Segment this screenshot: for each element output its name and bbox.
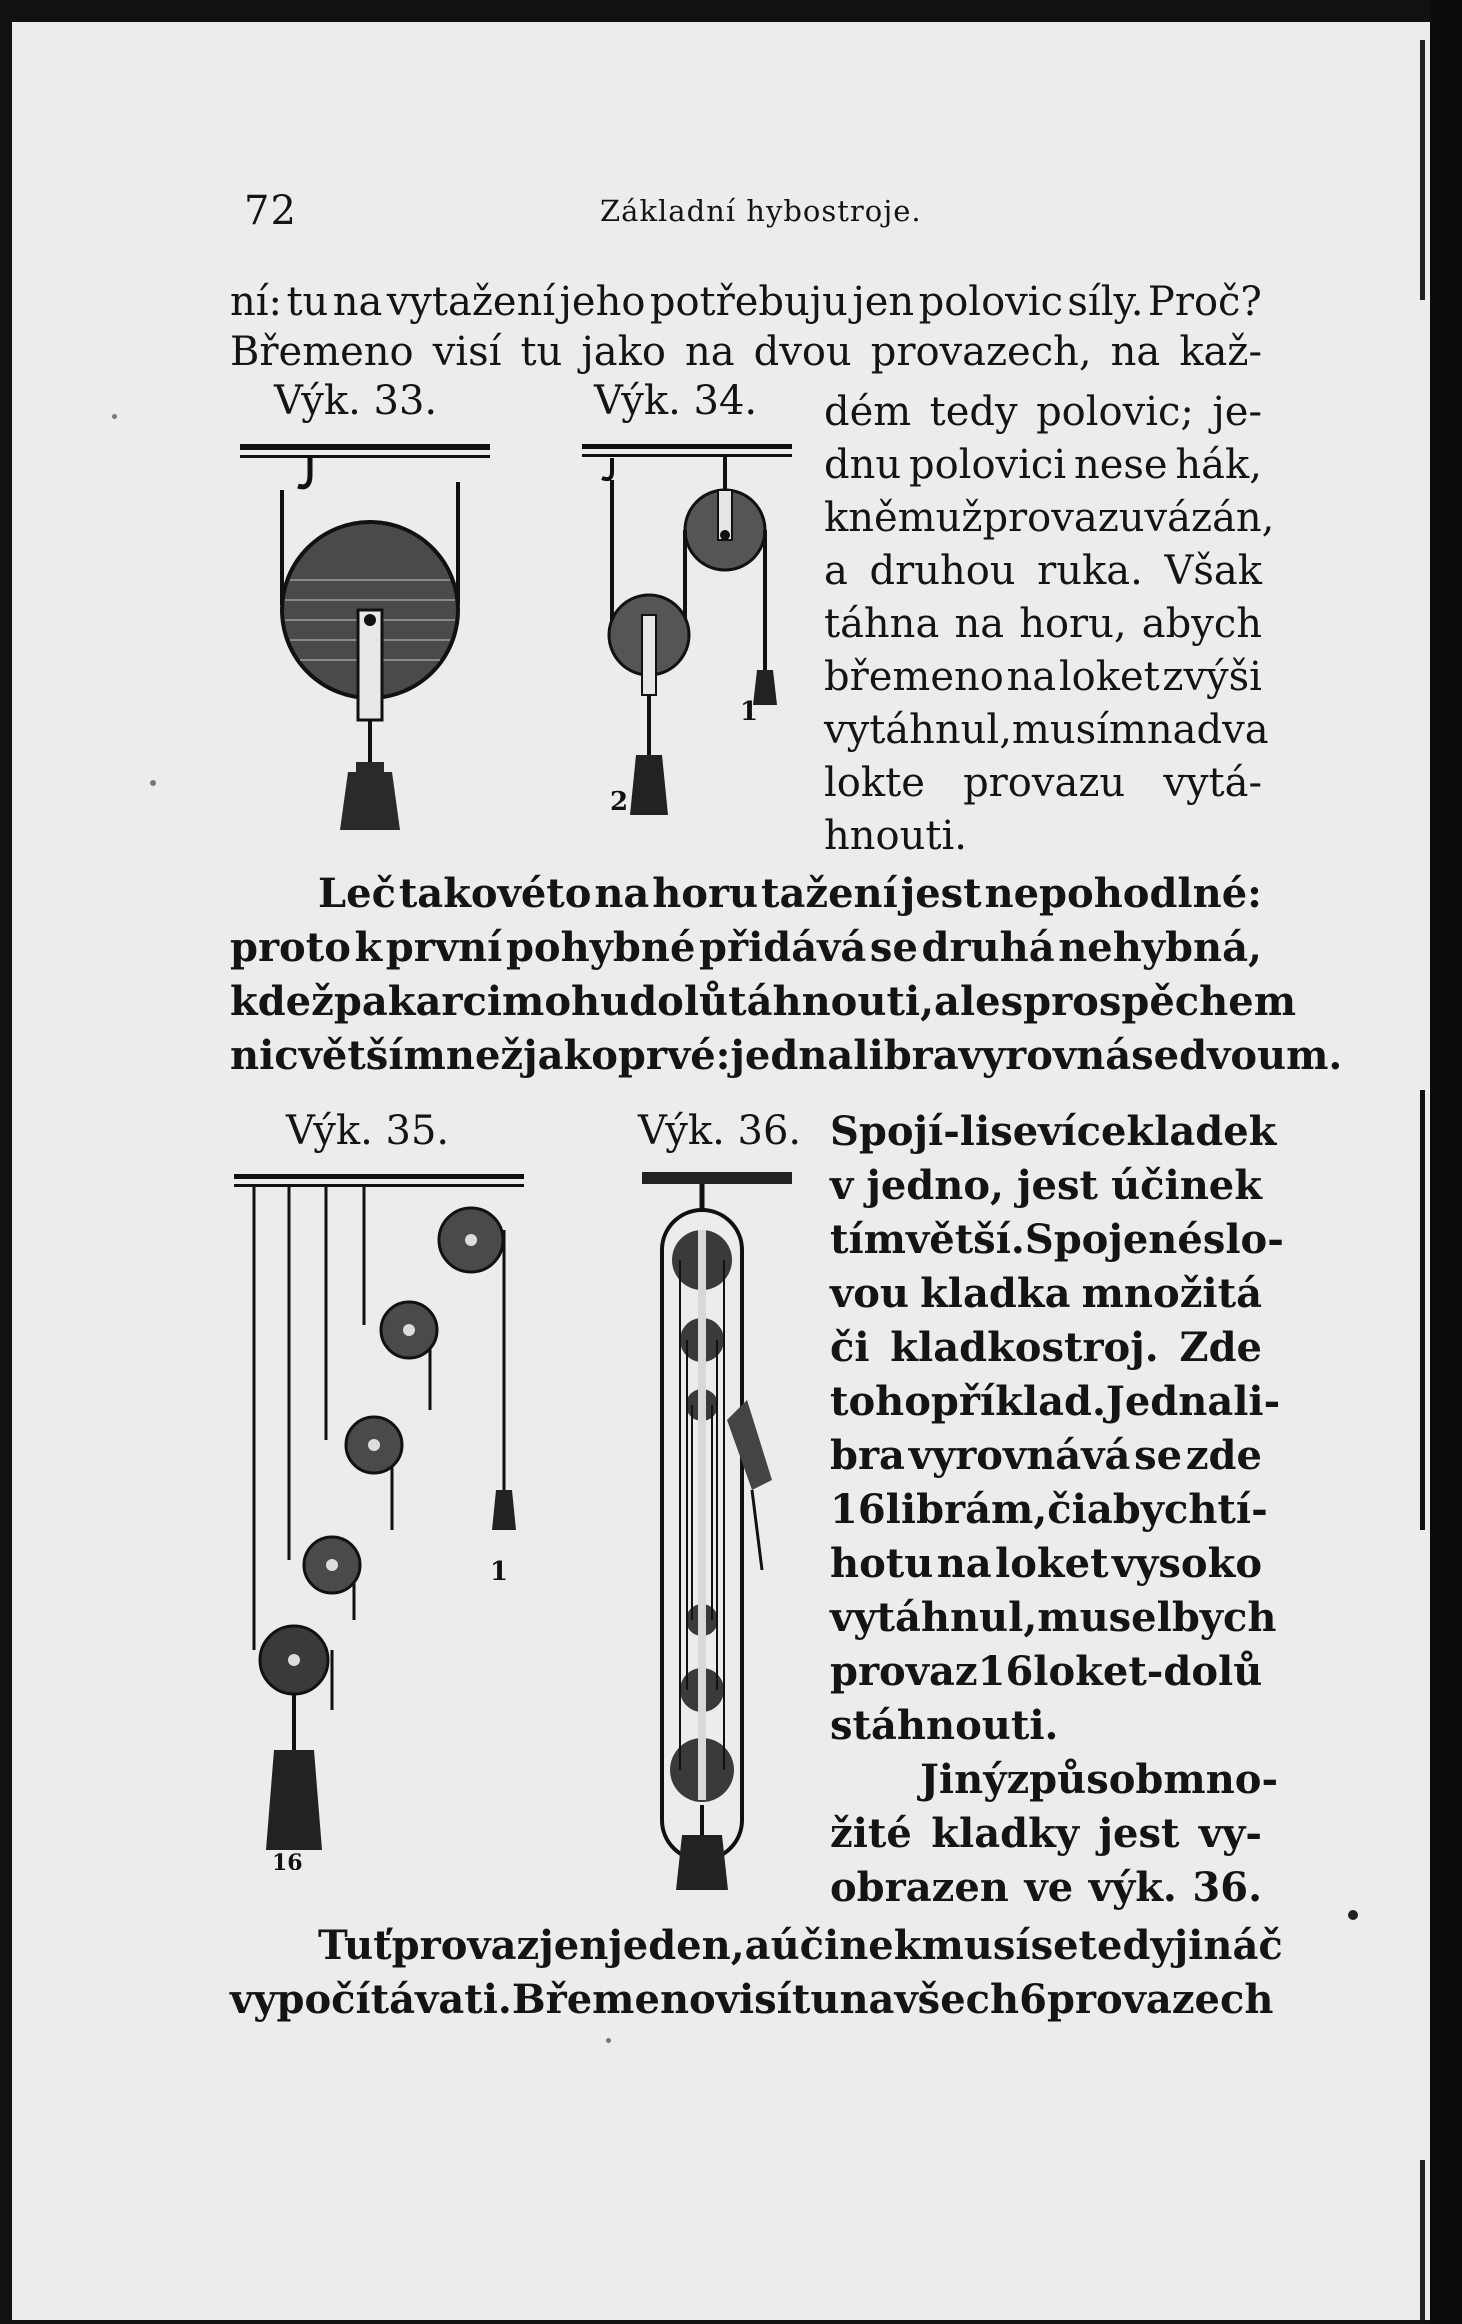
word: uvázán, — [1118, 495, 1275, 541]
word: na — [1110, 329, 1161, 375]
figure-caption-35: Výk. 35. — [286, 1108, 450, 1154]
word: vyrovnává — [908, 1432, 1131, 1479]
line-text: k — [824, 495, 849, 541]
text-line — [230, 278, 1262, 326]
word: librám, — [885, 1486, 1048, 1533]
figure-caption-33: Výk. 33. — [274, 378, 438, 424]
line-text: vou — [830, 1270, 910, 1317]
word: na — [594, 870, 650, 917]
line-text: hotu — [830, 1540, 934, 1587]
word: či — [1047, 1486, 1087, 1533]
word: na — [1006, 654, 1057, 700]
book-page — [12, 22, 1430, 2320]
text-line — [830, 1810, 1262, 1858]
text-line — [830, 1378, 1281, 1426]
line-text: stáhnouti. — [830, 1702, 1059, 1749]
movable-pulley-illustration — [240, 420, 500, 840]
line-text: bra — [830, 1432, 905, 1479]
text-line — [830, 1216, 1284, 1264]
line-text: táhna — [824, 601, 940, 647]
text-line — [230, 328, 1262, 376]
word: tedy — [1078, 1922, 1174, 1969]
word: potřebuju — [649, 279, 848, 325]
word: účinek — [1111, 1162, 1262, 1209]
word: li- — [1233, 1378, 1281, 1425]
word: bych — [1171, 1594, 1277, 1641]
word: Proč? — [1147, 279, 1262, 325]
line-text: a — [824, 548, 848, 594]
word: vytažení — [386, 279, 556, 325]
figure-36-block-and-tackle — [642, 1150, 812, 1890]
text-line — [824, 388, 1262, 436]
line-text: nic — [230, 1032, 299, 1079]
word: 16 — [977, 1648, 1034, 1695]
word: horu — [652, 870, 759, 917]
word: jen — [852, 279, 915, 325]
text-line — [824, 547, 1262, 595]
text-line — [824, 600, 1262, 648]
line-text: toho — [830, 1378, 931, 1425]
text-line — [830, 1864, 1262, 1912]
text-line — [830, 1648, 1262, 1696]
weight-label-1: 1 — [490, 1557, 509, 1587]
word: musel — [1037, 1594, 1172, 1641]
fixed-and-movable-pulley-illustration — [582, 420, 802, 840]
word: na — [954, 601, 1005, 647]
word: abych — [1141, 601, 1262, 647]
line-text: žité — [830, 1810, 912, 1857]
word: tažení — [761, 870, 898, 917]
word: prospěchem — [1023, 978, 1297, 1025]
text-line — [824, 812, 1262, 860]
line-text: Jiný — [920, 1756, 1007, 1803]
word: účinek — [770, 1922, 922, 1969]
figure-caption-36: Výk. 36. — [638, 1108, 802, 1154]
word: na — [684, 329, 735, 375]
word: k — [354, 924, 383, 971]
text-line — [824, 494, 1275, 542]
word: dva — [1196, 707, 1269, 753]
word: Spojené — [1024, 1216, 1203, 1263]
text-line — [824, 759, 1262, 807]
word: s — [1000, 978, 1024, 1025]
line-text: Spojí-li — [830, 1108, 991, 1155]
word: jen — [539, 1922, 609, 1969]
word: musím — [1011, 707, 1147, 753]
scan-speck — [150, 780, 156, 786]
word: ruka. — [1037, 548, 1143, 594]
word: pak — [333, 978, 416, 1025]
scan-speck — [606, 2038, 611, 2043]
word: polovic — [918, 279, 1063, 325]
word: vytá- — [1163, 760, 1262, 806]
word: na — [332, 279, 383, 325]
word: tu — [791, 1976, 840, 2023]
scan-border — [1430, 0, 1462, 2324]
word: se — [1030, 1922, 1079, 1969]
word: jeho — [559, 279, 646, 325]
weight-label-2: 2 — [610, 787, 629, 817]
word: vysoko — [1111, 1540, 1262, 1587]
word: kaž- — [1179, 329, 1262, 375]
word: na — [839, 1976, 895, 2023]
word: musí — [921, 1922, 1031, 1969]
line-text: dnu — [824, 442, 902, 488]
word: zvýši — [1162, 654, 1262, 700]
word: táhnouti, — [728, 978, 935, 1025]
word: první — [385, 924, 503, 971]
word: množitá — [1081, 1270, 1262, 1317]
word: všech — [894, 1976, 1020, 2023]
text-line — [824, 706, 1269, 754]
word: Jedna — [1105, 1378, 1234, 1425]
figure-35-pulley-train — [234, 1150, 534, 1870]
word: provazu — [963, 760, 1126, 806]
word: ve — [1024, 1864, 1074, 1911]
word: dvou — [753, 329, 852, 375]
word: provaz — [982, 495, 1119, 541]
scan-border-line — [1420, 2160, 1425, 2320]
word: provaz — [391, 1922, 540, 1969]
line-text: tím — [830, 1216, 906, 1263]
word: tu — [286, 279, 329, 325]
word: provazech — [1046, 1976, 1274, 2023]
word: hák, — [1175, 442, 1262, 488]
word: dvoum. — [1179, 1032, 1343, 1079]
word: se — [869, 924, 918, 971]
word: Zde — [1179, 1324, 1262, 1371]
word: tedy — [929, 389, 1018, 435]
word: více — [1038, 1108, 1127, 1155]
word: kladky — [931, 1810, 1080, 1857]
line-text: vytáhnul, — [824, 707, 1012, 753]
weight-label-1: 1 — [740, 697, 759, 727]
figure-caption-34: Výk. 34. — [594, 378, 758, 424]
page-number: 72 — [244, 188, 297, 234]
pulley-train-illustration — [234, 1150, 534, 1870]
scan-border-line — [1420, 40, 1425, 300]
text-line — [830, 1162, 1262, 1210]
word: výk. — [1088, 1864, 1177, 1911]
word: horu, — [1019, 601, 1127, 647]
word: síly. — [1067, 279, 1144, 325]
line-text: dém — [824, 389, 912, 435]
word: jeden, — [608, 1922, 745, 1969]
line-text: hnouti. — [824, 813, 967, 859]
word: vyrovná — [958, 1032, 1132, 1079]
text-line — [318, 1922, 1283, 1970]
line-text: či — [830, 1324, 870, 1371]
word: mno- — [1163, 1756, 1279, 1803]
word: nepohodlné: — [984, 870, 1262, 917]
word: příklad. — [930, 1378, 1106, 1425]
word: ale — [934, 978, 1001, 1025]
word: jest — [900, 870, 982, 917]
word: druhou — [869, 548, 1016, 594]
text-line — [830, 1702, 1262, 1750]
word: jest — [1017, 1162, 1098, 1209]
text-line — [830, 1270, 1262, 1318]
text-line — [824, 441, 1262, 489]
word: přidává — [699, 924, 867, 971]
word: němuž — [848, 495, 983, 541]
line-text: Tuť — [318, 1922, 392, 1969]
text-line — [830, 1540, 1262, 1588]
word: visí — [715, 1976, 792, 2023]
word: prvé: — [617, 1032, 731, 1079]
block-and-tackle-illustration — [642, 1150, 812, 1890]
line-text: 16 — [830, 1486, 886, 1533]
text-line — [230, 1976, 1274, 2024]
text-line — [830, 1486, 1268, 1534]
word: zde — [1185, 1432, 1262, 1479]
word: tu — [520, 329, 563, 375]
word: se — [990, 1108, 1039, 1155]
figure-33-single-pulley — [240, 420, 500, 840]
word: 36. — [1192, 1864, 1262, 1911]
line-text: lokte — [824, 760, 925, 806]
word: se — [1134, 1432, 1183, 1479]
word: větší. — [906, 1216, 1025, 1263]
word: loket — [995, 1540, 1109, 1587]
word: tí- — [1217, 1486, 1268, 1533]
word: způsob — [1006, 1756, 1164, 1803]
text-line — [318, 870, 1262, 918]
figure-34-two-pulleys — [582, 420, 802, 840]
word: slo- — [1202, 1216, 1284, 1263]
word: polovici — [908, 442, 1067, 488]
word: na — [1146, 707, 1197, 753]
word: je- — [1212, 389, 1262, 435]
word: kladek — [1126, 1108, 1277, 1155]
text-line — [920, 1756, 1279, 1804]
word: 6 — [1019, 1976, 1047, 2023]
text-line — [230, 1032, 1343, 1080]
word: loket-dolů — [1033, 1648, 1263, 1695]
text-line — [824, 653, 1262, 701]
word: nese — [1073, 442, 1168, 488]
word: provazech, — [870, 329, 1092, 375]
word: jest — [1098, 1810, 1180, 1857]
text-line — [230, 978, 1297, 1026]
word: polovic; — [1036, 389, 1194, 435]
line-text: v — [830, 1162, 854, 1209]
word: abych — [1086, 1486, 1218, 1533]
text-line — [230, 924, 1262, 972]
word: dolů — [629, 978, 729, 1025]
word: kladka — [920, 1270, 1071, 1317]
word: vy- — [1198, 1810, 1262, 1857]
line-text: vypočítávati. — [230, 1976, 512, 2023]
word: jako — [581, 329, 666, 375]
word: jedna — [730, 1032, 854, 1079]
word: jináč — [1173, 1922, 1283, 1969]
word: se — [1131, 1032, 1180, 1079]
word: Však — [1164, 548, 1262, 594]
line-text: kdež — [230, 978, 334, 1025]
word: nehybná, — [1058, 924, 1262, 971]
word: druhá — [921, 924, 1055, 971]
word: jedno, — [866, 1162, 1004, 1209]
word: pohybné — [505, 924, 696, 971]
text-line — [830, 1108, 1277, 1156]
scan-speck — [1348, 1910, 1358, 1920]
line-text: proto — [230, 924, 351, 971]
line-text: Leč — [318, 870, 396, 917]
line-text: provaz — [830, 1648, 978, 1695]
line-text: obrazen — [830, 1864, 1009, 1911]
word: visí — [432, 329, 502, 375]
word: jako — [523, 1032, 618, 1079]
scan-border-line — [1420, 1090, 1425, 1530]
scan-speck — [112, 414, 117, 419]
line-text: Břemeno — [230, 329, 414, 375]
word: loket — [1058, 654, 1160, 700]
line-text: vytáhnul, — [830, 1594, 1038, 1641]
word: takovéto — [398, 870, 592, 917]
text-line — [830, 1324, 1262, 1372]
word: a — [744, 1922, 771, 1969]
word: kladkostroj. — [890, 1324, 1159, 1371]
word: na — [936, 1540, 992, 1587]
word: mohu — [502, 978, 630, 1025]
word: libra — [853, 1032, 959, 1079]
word: Břemeno — [511, 1976, 716, 2023]
weight-label-16: 16 — [272, 1850, 303, 1870]
word: větším — [298, 1032, 446, 1079]
word: než — [445, 1032, 524, 1079]
text-line — [830, 1594, 1277, 1642]
line-text: břemeno — [824, 654, 1004, 700]
line-text: ní: — [230, 279, 283, 325]
running-title: Základní hybostroje. — [600, 194, 922, 228]
text-line — [830, 1432, 1262, 1480]
word: arci — [415, 978, 503, 1025]
